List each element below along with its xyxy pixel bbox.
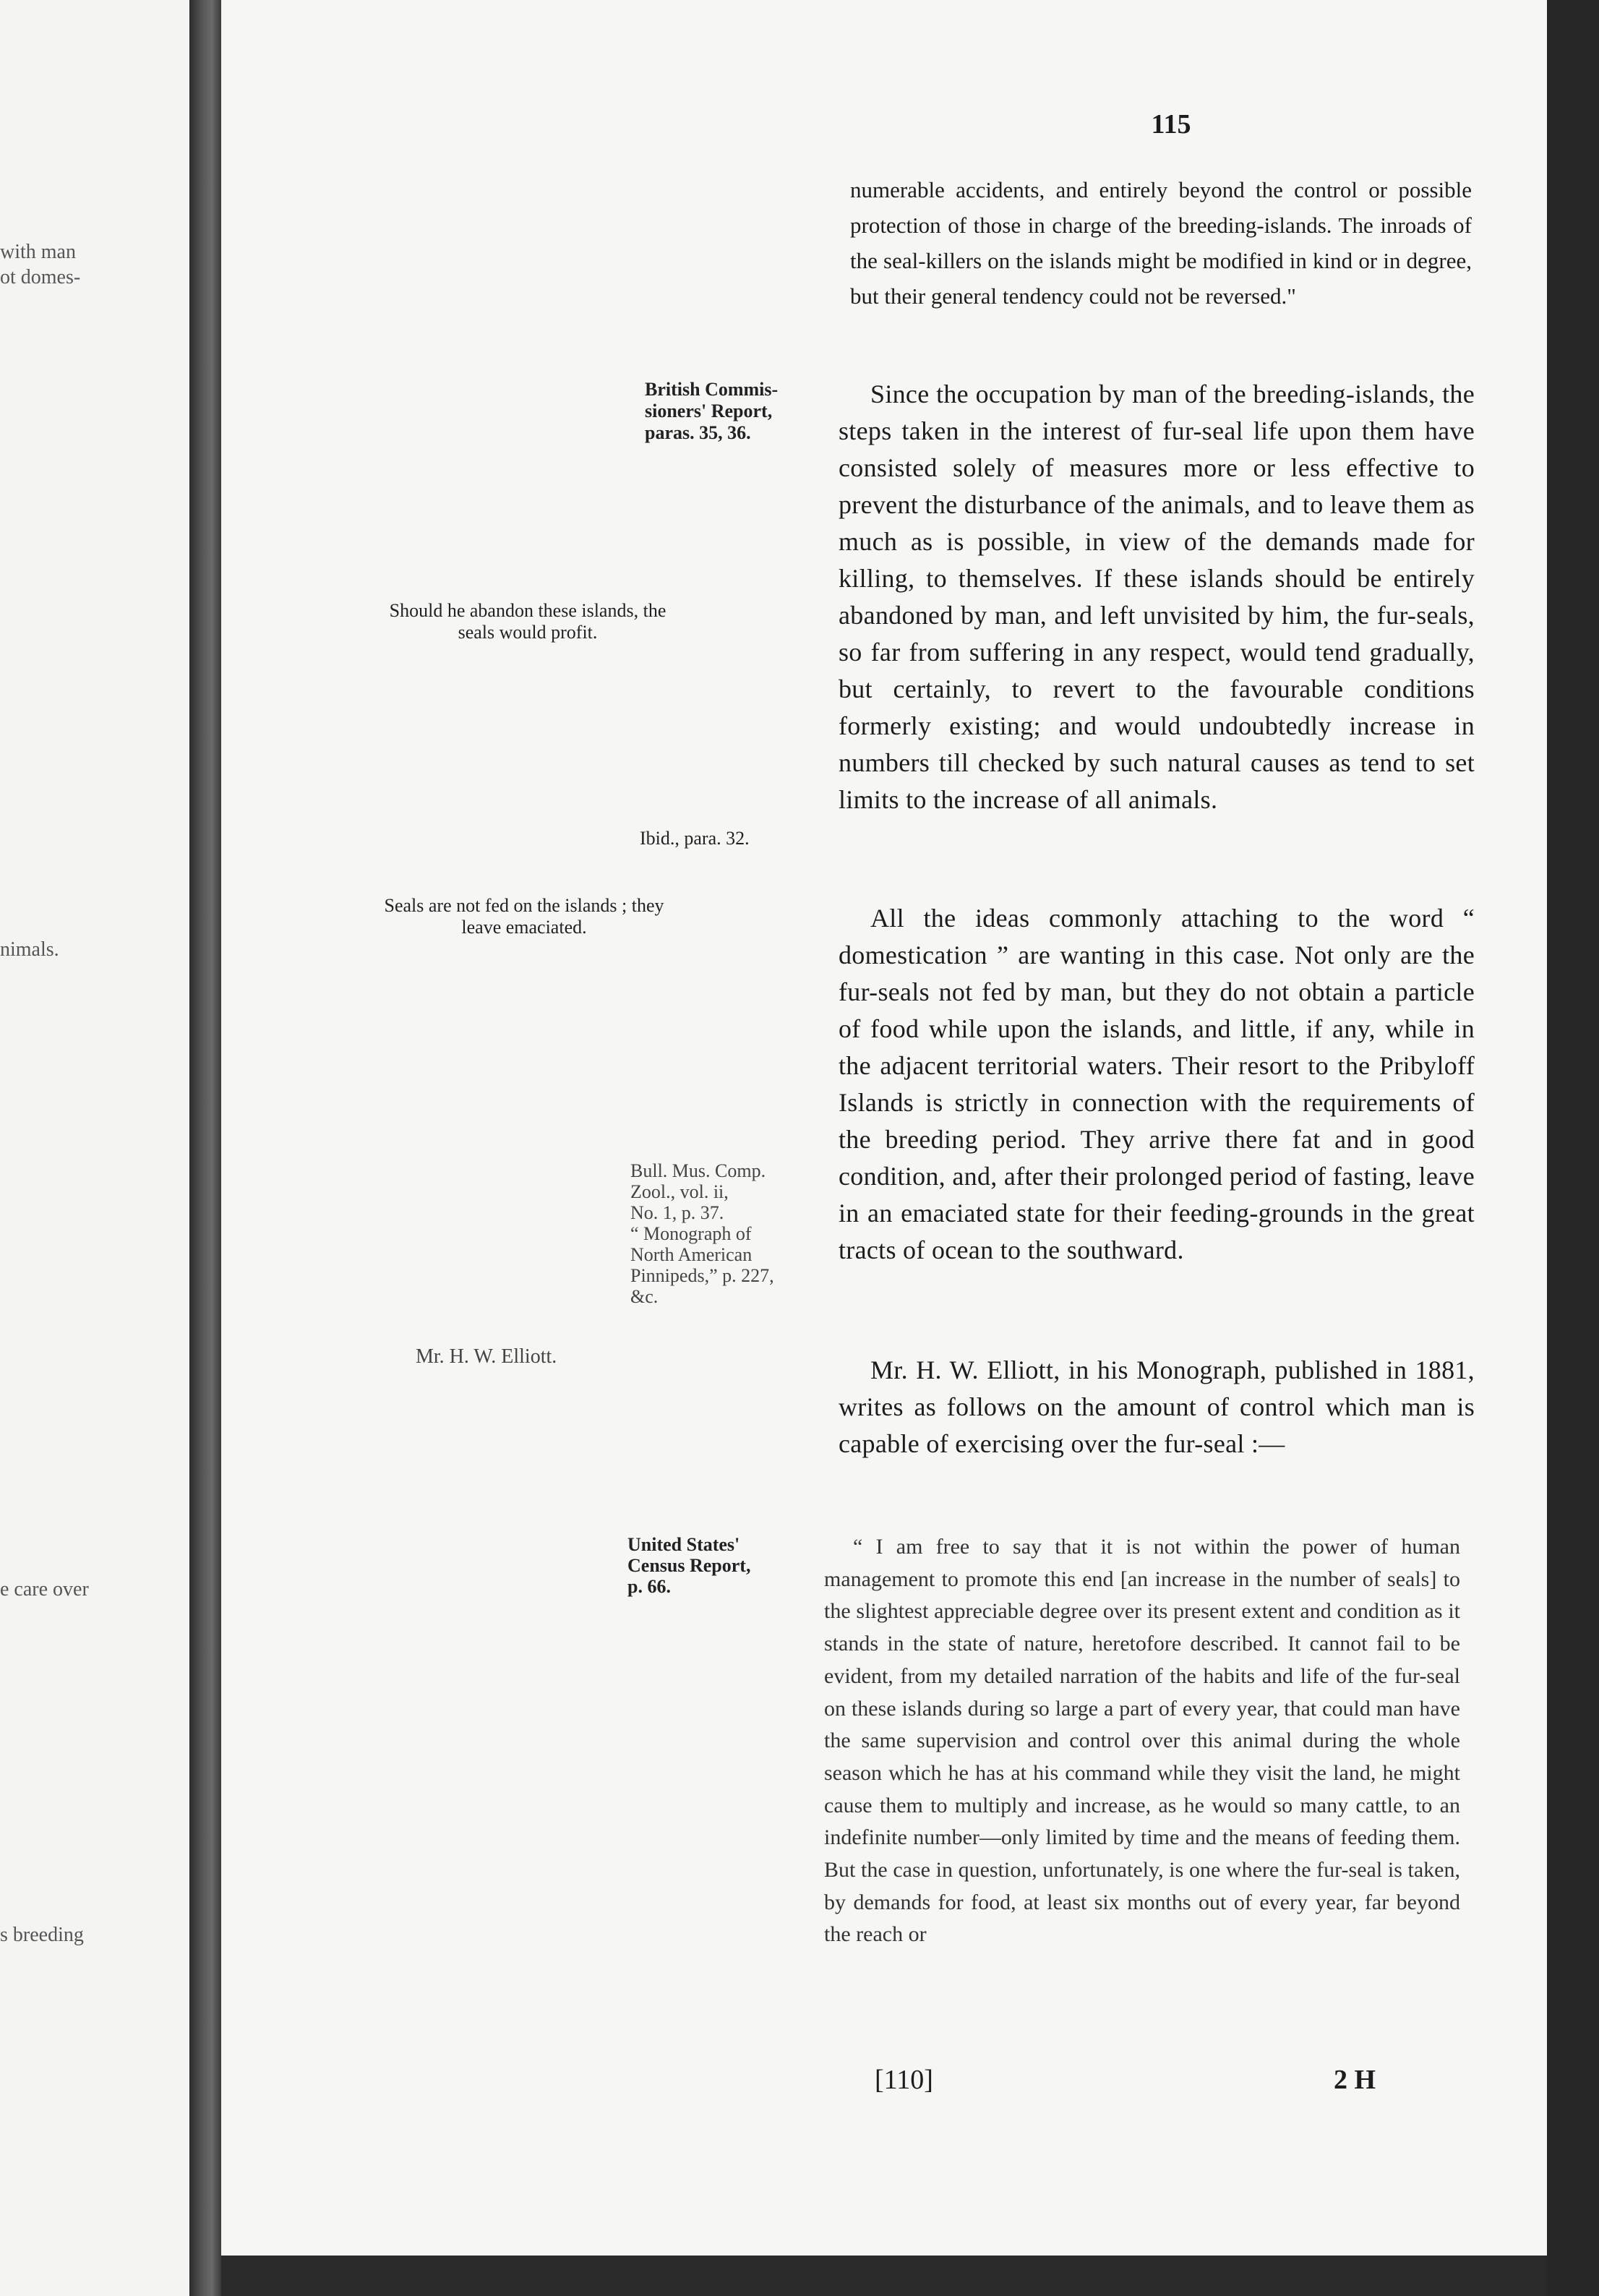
sidenote-line: seals would profit. — [458, 622, 598, 643]
paragraph: Mr. H. W. Elliott, in his Monograph, published in 1881, writes as follows on the amount of control which man is capable of exercising over the fur-seal :— — [839, 1355, 1475, 1458]
sidenote-line: &c. — [630, 1286, 659, 1307]
signature-mark: [110] — [875, 2065, 933, 2095]
body-paragraph-1 — [839, 376, 1475, 818]
sidenote-line: Pinnipeds,” p. 227, — [630, 1265, 774, 1286]
sidenote-line: Should he abandon these islands, the — [389, 600, 666, 621]
sidenote-census — [627, 1534, 750, 1597]
sidenote-line: Census Report, — [627, 1555, 751, 1576]
sidenote-line: sioners' Report, — [645, 400, 773, 421]
sidenote-line: Bull. Mus. Comp. — [630, 1160, 766, 1181]
sidenote-line: p. 66. — [627, 1576, 671, 1597]
page-number: 115 — [1151, 109, 1191, 140]
left-fragment-line: e care over — [0, 1578, 89, 1601]
sidenote-british-report — [645, 379, 778, 444]
left-fragment-line: s breeding — [0, 1924, 84, 1946]
book-gutter — [189, 0, 221, 2296]
sidenote-bull-mus — [630, 1160, 774, 1307]
left-fragment-line: with man — [0, 241, 76, 263]
sidenote-line: No. 1, p. 37. — [630, 1202, 724, 1223]
sidenote-line: North American — [630, 1244, 753, 1265]
paragraph: All the ideas commonly attaching to the word “ domestication ” are wanting in this case. Not only are the fur-seals not fed by man, but they do not obtain a particle of food while upon the islands, and little, if any, while in the adjacent territorial waters. Their resort to the Pribyloff Islands is strictly in connection with the requirements of the breeding period. They arrive there fat and in good condition, and, after their prolonged period of fasting, leave in an emaciated state for their feeding-grounds in the great tracts of ocean to the southward. — [839, 904, 1475, 1264]
sidenote-line: Seals are not fed on the islands ; they — [384, 895, 664, 916]
sidenote-line: United States' — [627, 1534, 740, 1555]
continued-quote: numerable accidents, and entirely beyond the control or possible protection of those in charge of the breeding-islands. The inroads of the seal-killers on the islands might be modified in kind or in degree, but their general tendency could not be reversed." — [850, 177, 1472, 309]
left-fragment-line: nimals. — [0, 938, 59, 961]
sidenote-line: Zool., vol. ii, — [630, 1181, 729, 1202]
left-fragment-line: ot domes- — [0, 266, 81, 288]
sidenote-not-fed — [311, 895, 737, 938]
body-paragraph-3 — [839, 1352, 1475, 1462]
sidenote-line: paras. 35, 36. — [645, 422, 751, 443]
sidenote-line: leave emaciated. — [461, 917, 587, 938]
gathering-mark: 2 H — [1334, 2065, 1376, 2095]
paragraph: Since the occupation by man of the breeding-islands, the steps taken in the interest of fur-seal life upon them have consisted solely of measures more or less effective to prevent the disturbance of the animals, and to leave them as much as is possible, in view of the demands made for killing, to themselves. If these islands should be entirely abandoned by man, and left unvisited by him, the fur-seals, so far from suffering in any respect, would tend gradually, but certainly, to revert to the favourable conditions formerly existing; and would undoubtedly increase in numbers till checked by such natural causes as tend to set limits to the increase of all animals. — [839, 380, 1475, 814]
sidenote-line: British Commis- — [645, 379, 779, 400]
sidenote-ibid: Ibid., para. 32. — [640, 828, 750, 849]
scan-border — [1547, 0, 1599, 2296]
sidenote-elliott: Mr. H. W. Elliott. — [416, 1345, 557, 1368]
left-page-fragment — [0, 0, 189, 2296]
sidenote-line: “ Monograph of — [630, 1223, 752, 1244]
sidenote-abandon — [318, 600, 737, 643]
block-quote: “ I am free to say that it is not within the power of human management to promote this end [an increase in the number of seals] to the slightest appreciable degree over its present extent and condition as it stands in the state of nature, heretofore described. It cannot fail to be evident, from my detailed narration of the habits and life of the fur-seal on these islands during so large a part of every year, that could man have the same supervision and control over this animal during the whole season which he has at his command while they visit the land, he might cause them to multiply and increase, as he would so many cattle, to an indefinite number—only limited by time and the means of feeding them. But the case in question, unfortunately, is one where the fur-seal is taken, by demands for food, at least six months out of every year, far beyond the reach or — [824, 1535, 1460, 1947]
body-paragraph-2 — [839, 900, 1475, 1269]
scan-border-bottom — [221, 2256, 1547, 2296]
